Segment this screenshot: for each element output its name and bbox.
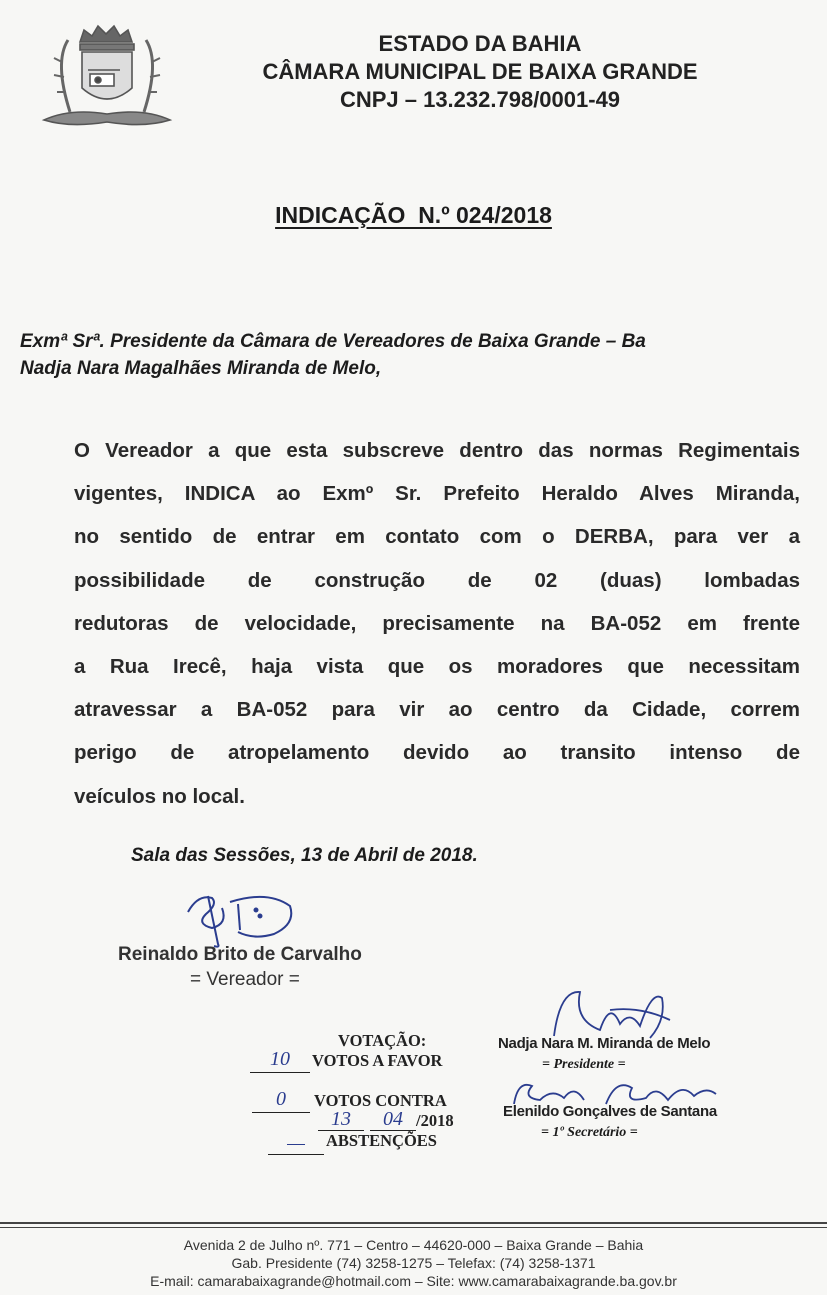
closing-line: Sala das Sessões, 13 de Abril de 2018. — [131, 845, 478, 866]
date-year: /2018 — [416, 1111, 454, 1130]
addressee-line-2: Nadja Nara Magalhães Miranda de Melo, — [20, 358, 382, 379]
president-name: Nadja Nara M. Miranda de Melo — [498, 1035, 711, 1052]
footer-address: Avenida 2 de Julho nº. 771 – Centro – 44620-000 – Baixa Grande – Bahia — [183, 1237, 644, 1253]
body-line: vigentes, INDICA ao Exmº Sr. Prefeito Heraldo Alves Miranda, — [74, 482, 800, 506]
date-month-field — [370, 1108, 416, 1131]
header-state: ESTADO DA BAHIA — [378, 31, 582, 56]
abstentions-value: — — [287, 1132, 305, 1154]
body-line: a Rua Irecê, haja vista que os moradores que necessitam — [74, 655, 800, 679]
votes-favor-value-field — [250, 1048, 310, 1073]
header-chamber: CÂMARA MUNICIPAL DE BAIXA GRANDE — [262, 59, 698, 84]
votes-contra-value: 0 — [276, 1088, 286, 1110]
body-text — [74, 429, 800, 818]
signer-name: Reinaldo Brito de Carvalho — [118, 944, 362, 965]
footer-divider-thin — [0, 1227, 827, 1228]
date-month: 04 — [383, 1108, 403, 1130]
body-line: O Vereador a que esta subscreve dentro das normas Regimentais — [74, 439, 800, 462]
body-line: no sentido de entrar em contato com o DERBA, para ver a — [74, 525, 800, 549]
date-day-field — [318, 1108, 364, 1131]
body-line: atravessar a BA-052 para vir ao centro da Cidade, correm — [74, 698, 800, 722]
votes-contra-label: VOTOS CONTRA — [314, 1091, 447, 1110]
votes-favor-value: 10 — [270, 1048, 290, 1070]
footer-phones: Gab. Presidente (74) 3258-1275 – Telefax: (74) 3258-1371 — [231, 1255, 596, 1271]
date-day: 13 — [331, 1108, 351, 1130]
footer-contact: E-mail: camarabaixagrande@hotmail.com – Site: www.camarabaixagrande.ba.gov.br — [150, 1273, 677, 1289]
president-role: = Presidente = — [542, 1057, 626, 1072]
footer-divider — [0, 1222, 827, 1224]
abstentions-value-field — [268, 1132, 324, 1155]
body-line: perigo de atropelamento devido ao transito intenso de — [74, 741, 800, 765]
body-line: possibilidade de construção de 02 (duas) lombadas — [74, 568, 800, 592]
secretary-role: = 1º Secretário = — [541, 1125, 638, 1140]
signer-role: = Vereador = — [190, 969, 300, 990]
abstentions-label: ABSTENÇÕES — [326, 1131, 437, 1150]
addressee-line-1: Exmª Srª. Presidente da Câmara de Vereadores de Baixa Grande – Ba — [20, 331, 646, 352]
page-title: INDICAÇÃO N.º 024/2018 — [275, 202, 552, 228]
header-cnpj: CNPJ – 13.232.798/0001-49 — [339, 87, 621, 112]
votes-contra-value-field — [252, 1088, 310, 1113]
body-line: veículos no local. — [74, 784, 245, 808]
votes-favor-label: VOTOS A FAVOR — [312, 1051, 443, 1070]
body-line: redutoras de velocidade, precisamente na BA-052 em frente — [74, 611, 800, 635]
secretary-name: Elenildo Gonçalves de Santana — [503, 1103, 717, 1120]
voting-title: VOTAÇÃO: — [338, 1031, 427, 1050]
coat-of-arms-icon — [40, 22, 174, 132]
